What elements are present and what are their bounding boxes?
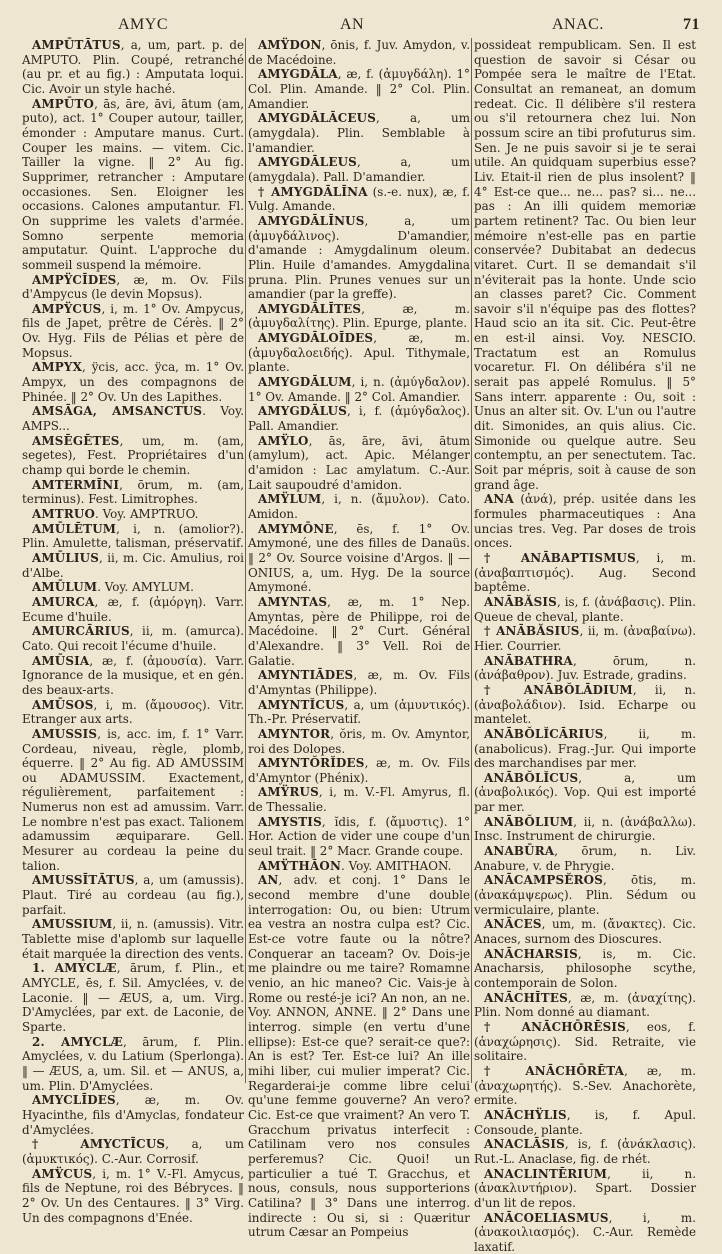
entry-headword: † ANĀBAPTISMUS	[484, 551, 636, 565]
entry-definition: (ἀνά), prép. usitée dans les formules pharmaceutiques : Ana uncias tres. Veg. Par doses de trois onces.	[474, 492, 696, 550]
dictionary-entry	[474, 38, 696, 492]
dictionary-entry	[22, 624, 244, 653]
entry-headword: AMŸLUM	[258, 492, 321, 506]
entry-headword: AMURCA	[32, 595, 95, 609]
entry-headword: AMTRUO	[32, 507, 95, 521]
dictionary-entry	[248, 492, 470, 521]
dictionary-entry	[474, 624, 696, 653]
entry-headword: AMUSSIUM	[32, 917, 112, 931]
entry-headword: AMYNTIĀDES	[258, 668, 353, 682]
page-number: 71	[683, 16, 700, 34]
dictionary-entry	[248, 873, 470, 1239]
dictionary-entry	[248, 214, 470, 302]
entry-definition: , æ, f. (ἀμυγδάλη). 1° Col. Plin. Amande. ‖ 2° Col. Plin. Amandier.	[248, 67, 470, 110]
entry-definition: , ii, n. (amussis). Vitr. Tablette mise d'aplomb sur laquelle était marquée la direction des vents.	[22, 917, 244, 960]
entry-headword: AMYNTŎRĬDES	[258, 756, 365, 770]
entry-headword: ANĀCHŸLIS	[484, 1108, 567, 1122]
running-head-left: AMYC	[118, 16, 168, 34]
entry-headword: ANĀCAMPSĔROS	[484, 873, 603, 887]
dictionary-columns	[22, 38, 712, 1083]
entry-headword: ANABŪRA	[484, 844, 554, 858]
entry-definition: . Voy. AMYLUM.	[97, 580, 194, 594]
entry-headword: ANĀBĂSIS	[484, 595, 557, 609]
entry-headword: AMYGDĀLA	[258, 67, 338, 81]
entry-definition: , ii, m. (ἀναβαίνω). Hier. Courrier.	[474, 624, 696, 653]
entry-headword: AMYGDĀLEUS	[258, 155, 357, 169]
entry-definition: , i, m. 1° V.-Fl. Amycus, fils de Neptune, roi des Bébryces. ‖ 2° Ov. Un des Centaures. ‖ 3° Virg. Un des compagnons d'Enée.	[22, 1167, 244, 1225]
running-head-center: AN	[340, 16, 364, 34]
dictionary-entry	[474, 595, 696, 624]
dictionary-entry	[248, 185, 470, 214]
dictionary-entry	[22, 961, 244, 1034]
dictionary-entry	[248, 38, 470, 67]
entry-headword: † ANĀCHŌRĒSIS	[484, 1020, 626, 1034]
entry-headword: AMUSSIS	[32, 727, 97, 741]
entry-definition: , i, m. (ἀνακοιλιασμός). C.-Aur. Remède laxatif.	[474, 1211, 696, 1254]
entry-headword: AMYNTAS	[258, 595, 327, 609]
dictionary-entry	[248, 698, 470, 727]
column-1	[22, 38, 244, 1083]
entry-definition: , ii, m. (amurca). Cato. Qui recoit l'écume d'huile.	[22, 624, 244, 653]
dictionary-entry	[22, 38, 244, 97]
entry-definition: , ārum, f. Plin., et AMYCLE, ēs, f. Sil. Amyclées, v. de Laconie. ‖ — ÆUS, a, um. Virg. D'Amyclées, par ext. de Laconie, de Sparte.	[22, 961, 244, 1034]
column-3	[474, 38, 696, 1083]
entry-definition: , æ, m. Ov. Fils d'Amyntas (Philippe).	[248, 668, 470, 697]
entry-definition: , ōtis, m. (ἀνακάμψερως). Plin. Sédum ou vermiculaire, plante.	[474, 873, 696, 916]
entry-definition: , is, m. Cic. Anacharsis, philosophe scythe, contemporain de Solon.	[474, 947, 696, 990]
entry-definition: possideat rempublicam. Sen. Il est question de savoir si César ou Pompée sera le maître de l'Etat. Consultat an remaneat, an domum redeat. Cic. Il délibère s'il restera ou s'il retournera chez lui. Non possum scire an tibi profuturus sim. Sen. Je ne puis savoir si je te serai utile. An quidquam superbius esse? Liv. Etait-il rien de plus insolent? ‖ 4° Est-ce que... ne... pas? si... ne... pas : An illi quidem memoriæ partem retinent? Tac. Ou bien leur mémoire n'est-elle pas en partie conservée? Dubitabat an dedecus vitaret. Curt. Il se demandait s'il n'éviterait pas la honte. Unde scio an classes paret? Cic. Comment savoir s'il n'équipe pas des flottes? Haud scio an ita sit. Cic. Peut-être en est-il ainsi. Voy. NESCIO. Tractatum est an Romulus vocaretur. Fl. On délibéra s'il ne serait pas appelé Romulus. ‖ 5° Sans interr. apparente : Ou, soit : Unus an alter sit. Ov. L'un ou l'autre dit. Simonides, an quis alius. Cic. Simonide ou quelque autre. Seu contemptu, an per senectutem. Tac. Soit par mépris, soit à cause de son grand âge.	[474, 38, 696, 492]
entry-definition: , æ, m. (ἀμυγδαλίτης). Plin. Epurge, plante.	[248, 302, 470, 331]
dictionary-entry	[248, 785, 470, 814]
entry-headword: AMŪSIA	[32, 654, 89, 668]
entry-definition: , ās, āre, āvi, ātum (am, puto), act. 1° Couper autour, tailler, émonder : Amputare manus. Curt. Couper les mains. — vitem. Cic. Tailler la vigne. ‖ 2° Au fig. Supprimer, retrancher : Amputare occasiones. Sen. Eloigner les occasions. Calones amputantur. Fl. On supprime les valets d'armée. Somno serpente memoria amputatur. Quint. L'approche du sommeil suspend la mémoire.	[22, 97, 244, 272]
dictionary-entry	[22, 873, 244, 917]
entry-headword: AMPYX	[32, 360, 82, 374]
dictionary-entry	[22, 97, 244, 273]
entry-headword: AMŪLIUS	[32, 551, 99, 565]
entry-headword: AMSĒGĒTES	[32, 434, 120, 448]
dictionary-entry	[474, 654, 696, 683]
dictionary-entry	[22, 273, 244, 302]
dictionary-entry	[474, 1064, 696, 1108]
entry-headword: AMUSSĪTĀTUS	[32, 873, 135, 887]
dictionary-entry	[248, 434, 470, 493]
dictionary-entry	[248, 331, 470, 375]
entry-headword: 2. AMYCLÆ	[32, 1035, 123, 1049]
dictionary-entry	[248, 815, 470, 859]
dictionary-entry	[22, 654, 244, 698]
entry-definition: , i, n. (ἄμυλον). Cato. Amidon.	[248, 492, 470, 521]
dictionary-entry	[474, 492, 696, 551]
entry-definition: , um, m. (ἄνακτες). Cic. Anaces, surnom des Dioscures.	[474, 917, 696, 946]
entry-headword: AMPŪTĀTUS	[32, 38, 121, 52]
entry-headword: ANĀCHARSIS	[484, 947, 578, 961]
entry-headword: ANACLĀSIS	[484, 1137, 565, 1151]
entry-headword: AMYMŌNE	[258, 522, 334, 536]
entry-headword: ANĀBŎLIUM	[484, 815, 573, 829]
entry-headword: AMURCĀRIUS	[32, 624, 130, 638]
entry-definition: , eos, f. (ἀναχώρησις). Sid. Retraite, vie solitaire.	[474, 1020, 696, 1063]
dictionary-entry	[474, 947, 696, 991]
entry-definition: , a, um (ἀμυκτικός). C.-Aur. Corrosif.	[22, 1137, 244, 1166]
entry-headword: ANĀCES	[484, 917, 542, 931]
dictionary-entry	[474, 1020, 696, 1064]
entry-headword: AMŪLĒTUM	[32, 522, 116, 536]
entry-definition: , æ, f. (ἀμόργη). Varr. Ecume d'huile.	[22, 595, 244, 624]
entry-definition: , i, n. (ἀμύγδαλον). 1° Ov. Amande. ‖ 2° Col. Amandier.	[248, 375, 470, 404]
entry-definition: , a, um (amygdala). Pall. D'amandier.	[248, 155, 470, 184]
entry-definition: , ii, m. (anabolicus). Frag.-Jur. Qui importe des marchandises par mer.	[474, 727, 696, 770]
entry-definition: , æ, m. Ov. Hyacinthe, fils d'Amyclas, fondateur d'Amyclées.	[22, 1093, 244, 1136]
dictionary-entry	[474, 873, 696, 917]
dictionary-entry	[22, 302, 244, 361]
running-head-right: ANAC.	[552, 16, 604, 34]
entry-definition: , æ, m. (ἀναχίτης). Plin. Nom donné au diamant.	[474, 991, 696, 1020]
entry-definition: , æ, m. 1° Nep. Amyntas, père de Philippe, roi de Macédoine. ‖ 2° Curt. Général d'Alexandre. ‖ 3° Vell. Roi de Galatie.	[248, 595, 470, 668]
dictionary-entry	[474, 1108, 696, 1137]
dictionary-entry	[248, 727, 470, 756]
column-divider	[245, 38, 246, 1083]
dictionary-entry	[248, 155, 470, 184]
entry-definition: , ēs, f. 1° Ov. Amymoné, une des filles de Danaüs. ‖ 2° Ov. Source voisine d'Argos. ‖ — ONIUS, a, um. Hyg. De la source Amymoné.	[248, 522, 470, 595]
entry-definition: . Voy. AMPTRUO.	[95, 507, 198, 521]
entry-definition: , ōrum, m. (am, terminus). Fest. Limitrophes.	[22, 478, 244, 507]
entry-headword: AMYGDĀLĪNUS	[258, 214, 365, 228]
entry-definition: , æ, m. (ἀναχωρητής). S.-Sev. Anachorète, ermite.	[474, 1064, 696, 1107]
entry-definition: , æ, m. Ov. Fils d'Amyntor (Phénix).	[248, 756, 470, 785]
entry-headword: ANA	[484, 492, 514, 506]
entry-headword: AMŪLUM	[32, 580, 97, 594]
dictionary-entry	[248, 859, 470, 874]
dictionary-entry	[248, 595, 470, 668]
entry-definition: . Voy. AMITHAON.	[341, 859, 451, 873]
dictionary-entry	[248, 302, 470, 331]
entry-definition: , ii, m. Cic. Amulius, roi d'Albe.	[22, 551, 244, 580]
entry-headword: AMPŸCUS	[32, 302, 101, 316]
dictionary-entry	[22, 1093, 244, 1137]
entry-definition: , ii, n. (ἀνακλιντήριον). Spart. Dossier d'un lit de repos.	[474, 1167, 696, 1210]
entry-definition: , i, m. 1° Ov. Ampycus, fils de Japet, prêtre de Cérès. ‖ 2° Ov. Hyg. Fils de Pélias et père de Mopsus.	[22, 302, 244, 360]
entry-headword: AMPŪTO	[32, 97, 94, 111]
column-2	[248, 38, 470, 1083]
entry-definition: , a, um, part. p. de AMPUTO. Plin. Coupé, retranché (au pr. et au fig.) : Amputata loqui. Cic. Avoir un style haché.	[22, 38, 244, 96]
entry-headword: † ANĀBĂSIUS	[484, 624, 580, 638]
entry-definition: , i, m. (ἀναβαπτισμός). Aug. Second baptême.	[474, 551, 696, 594]
entry-headword: † AMYCTĪCUS	[32, 1137, 165, 1151]
entry-definition: , æ, m. Ov. Fils d'Ampycus (le devin Mopsus).	[22, 273, 244, 302]
dictionary-entry	[248, 404, 470, 433]
column-divider	[471, 38, 472, 1083]
entry-headword: AMYSTIS	[258, 815, 322, 829]
entry-headword: ANACLINTĒRIUM	[484, 1167, 607, 1181]
dictionary-entry	[474, 1167, 696, 1211]
entry-headword: ANĀBŎLĬCĀRIUS	[484, 727, 604, 741]
entry-definition: , a, um (ἀμυντικός). Th.-Pr. Préservatif.	[248, 698, 470, 727]
dictionary-entry	[22, 404, 244, 433]
entry-definition: , i, m. (ἄμουσος). Vitr. Etranger aux arts.	[22, 698, 244, 727]
entry-definition: , a, um (amussis). Plaut. Tiré au cordeau (au fig.), parfait.	[22, 873, 244, 916]
entry-definition: (s.-e. nux), æ, f. Vulg. Amande.	[248, 185, 470, 214]
entry-definition: , ÿcis, acc. ÿca, m. 1° Ov. Ampyx, un des compagnons de Phinée. ‖ 2° Ov. Un des Lapithes.	[22, 360, 244, 403]
entry-definition: , ii, n. (ἀνάβαλλω). Insc. Instrument de chirurgie.	[474, 815, 696, 844]
dictionary-entry	[22, 551, 244, 580]
entry-headword: AMPŸCĪDES	[32, 273, 116, 287]
dictionary-entry	[22, 1137, 244, 1166]
entry-definition: , i, f. (ἀμύγδαλος). Pall. Amandier.	[248, 404, 470, 433]
entry-headword: ANĀBŎLĬCUS	[484, 771, 578, 785]
entry-headword: † AMYGDĀLĪNA	[258, 185, 368, 199]
entry-headword: AMŸLO	[258, 434, 309, 448]
dictionary-entry	[474, 991, 696, 1020]
dictionary-entry	[22, 434, 244, 478]
entry-headword: ANĀCHĪTES	[484, 991, 568, 1005]
entry-definition: , a, um (amygdala). Plin. Semblable à l'amandier.	[248, 111, 470, 154]
entry-headword: AMYNTOR	[258, 727, 330, 741]
dictionary-entry	[22, 507, 244, 522]
dictionary-entry	[248, 756, 470, 785]
entry-definition: , æ, m. (ἀμυγδαλοειδής). Apul. Tithymale, plante.	[248, 331, 470, 374]
dictionary-entry	[248, 67, 470, 111]
dictionary-entry	[474, 683, 696, 727]
entry-definition: , ōrum, n. (ἀνάβαθρον). Juv. Estrade, gradins.	[474, 654, 696, 683]
dictionary-entry	[22, 1035, 244, 1094]
entry-definition: , i, n. (amolior?). Plin. Amulette, talisman, préservatif.	[22, 522, 244, 551]
entry-headword: AMYGDĀLĪTES	[258, 302, 361, 316]
entry-definition: , ās, āre, āvi, ātum (amylum), act. Apic. Mélanger d'amidon : Lac amylatum. C.-Aur. Lait saupoudré d'amidon.	[248, 434, 470, 492]
dictionary-entry	[22, 580, 244, 595]
entry-definition: , ārum, f. Plin. Amyclées, v. du Latium (Sperlonga). ‖ — ÆUS, a, um. Sil. et — ANUS, a, um. Plin. D'Amyclées.	[22, 1035, 244, 1093]
dictionary-entry	[248, 111, 470, 155]
entry-definition: , a, um (ἀναβολικός). Vop. Qui est importé par mer.	[474, 771, 696, 814]
entry-headword: AMŸCUS	[32, 1167, 92, 1181]
entry-definition: , is, acc. im, f. 1° Varr. Cordeau, niveau, règle, plomb, équerre. ‖ 2° Au fig. AD AMUSSIM ou ADAMUSSIM. Exactement, régulièrement, parfaitement : Numerus non est ad amussim. Varr. Le nombre n'est pas exact. Talionem adamussim æquiparare. Gell. Mesurer au cordeau la peine du talion.	[22, 727, 244, 873]
entry-headword: AN	[258, 873, 279, 887]
entry-headword: AMSĀGA, AMSANCTUS	[32, 404, 202, 418]
entry-headword: AMŸRUS	[258, 785, 319, 799]
entry-definition: , ōrum, n. Liv. Anabure, v. de Phrygie.	[474, 844, 696, 873]
entry-headword: AMŸTHĀON	[258, 859, 341, 873]
entry-headword: AMYGDĀLĀCEUS	[258, 111, 376, 125]
entry-headword: 1. AMYCLÆ	[32, 961, 117, 975]
entry-headword: AMYCLĪDES	[32, 1093, 116, 1107]
entry-headword: AMTERMĪNI	[32, 478, 119, 492]
entry-definition: , is, f. (ἀνάκλασις). Rut.-L. Anaclase, fig. de rhét.	[474, 1137, 696, 1166]
dictionary-entry	[474, 917, 696, 946]
dictionary-entry	[474, 771, 696, 815]
entry-definition: , ii, n. (ἀναβολάδιον). Isid. Echarpe ou mantelet.	[474, 683, 696, 726]
entry-headword: AMYNTĬCUS	[258, 698, 344, 712]
entry-definition: , i, m. V.-Fl. Amyrus, fl. de Thessalie.	[248, 785, 470, 814]
dictionary-entry	[248, 668, 470, 697]
entry-definition: , um, m. (am, segetes), Fest. Propriétaires d'un champ qui borde le chemin.	[22, 434, 244, 477]
entry-definition: , æ, f. (ἀμουσία). Varr. Ignorance de la musique, et en gén. des beaux-arts.	[22, 654, 244, 697]
dictionary-entry	[22, 1167, 244, 1226]
entry-headword: AMYGDĀLOĪDES	[258, 331, 373, 345]
entry-definition: , adv. et conj. 1° Dans le second membre d'une double interrogation: Ou, ou bien: Utrum ea vestra an nostra culpa est? Cic. Est-ce votre faute ou la nôtre? Conquerar an taceam? Ov. Dois-je me plaindre ou me taire? Romamne venio, an hic maneo? Cic. Vais-je à Rome ou resté-je ici? An non, an ne. Voy. ANNON, ANNE. ‖ 2° Dans une interrog. simple (en vertu d'une ellipse): Est-ce que? serait-ce que?: An is est? Ter. Est-ce lui? An ille mihi liber, cui mulier imperat? Cic. Regarderai-je comme libre celui qu'une femme gouverne? An vero? Cic. Est-ce que vraiment? An vero T. Gracchum privatus interfecit : Catilinam vero nos consules perferemus? Cic. Quoi! un particulier a tué T. Gracchus, et nous, consuls, nous supporterions Catilina? ‖ 3° Dans une interrog. indirecte : Ou si, si : Quæritur utrum Cæsar an Pompeius	[248, 873, 470, 1239]
entry-headword: AMYGDĀLUS	[258, 404, 347, 418]
entry-definition: . Voy. AMPS...	[22, 404, 244, 433]
dictionary-entry	[22, 917, 244, 961]
dictionary-entry	[22, 478, 244, 507]
entry-definition: , is, f. (ἀνάβασις). Plin. Queue de cheval, plante.	[474, 595, 696, 624]
dictionary-entry	[474, 727, 696, 771]
entry-headword: ANĀBATHRA	[484, 654, 573, 668]
entry-headword: AMŸDON	[258, 38, 322, 52]
entry-definition: , a, um (ἀμυγδάλινος). D'amandier, d'amande : Amygdalinum oleum. Plin. Huile d'amandes. Amygdalina pruna. Plin. Prunes venues sur un amandier (par la greffe).	[248, 214, 470, 301]
dictionary-entry	[22, 727, 244, 874]
entry-headword: AMŪSOS	[32, 698, 94, 712]
dictionary-entry	[22, 698, 244, 727]
dictionary-entry	[474, 815, 696, 844]
entry-definition: , ōnis, f. Juv. Amydon, v. de Macédoine.	[248, 38, 470, 67]
dictionary-entry	[248, 522, 470, 595]
dictionary-entry	[474, 551, 696, 595]
dictionary-entry	[474, 844, 696, 873]
entry-headword: † ANĀBŎLĀDIUM	[484, 683, 633, 697]
entry-definition: , is, f. Apul. Consoude, plante.	[474, 1108, 696, 1137]
dictionary-entry	[22, 360, 244, 404]
dictionary-entry	[248, 375, 470, 404]
entry-definition: , ĭdis, f. (ἄμυστις). 1° Hor. Action de vider une coupe d'un seul trait. ‖ 2° Macr. Grande coupe.	[248, 815, 470, 858]
dictionary-entry	[474, 1137, 696, 1166]
dictionary-entry	[22, 595, 244, 624]
dictionary-entry	[474, 1211, 696, 1254]
entry-definition: , ŏris, m. Ov. Amyntor, roi des Dolopes.	[248, 727, 470, 756]
page-header	[22, 10, 708, 34]
entry-headword: AMYGDĀLUM	[258, 375, 352, 389]
dictionary-entry	[22, 522, 244, 551]
entry-headword: † ANĀCHŌRĒTA	[484, 1064, 624, 1078]
entry-headword: ANĀCOELIASMUS	[484, 1211, 609, 1225]
